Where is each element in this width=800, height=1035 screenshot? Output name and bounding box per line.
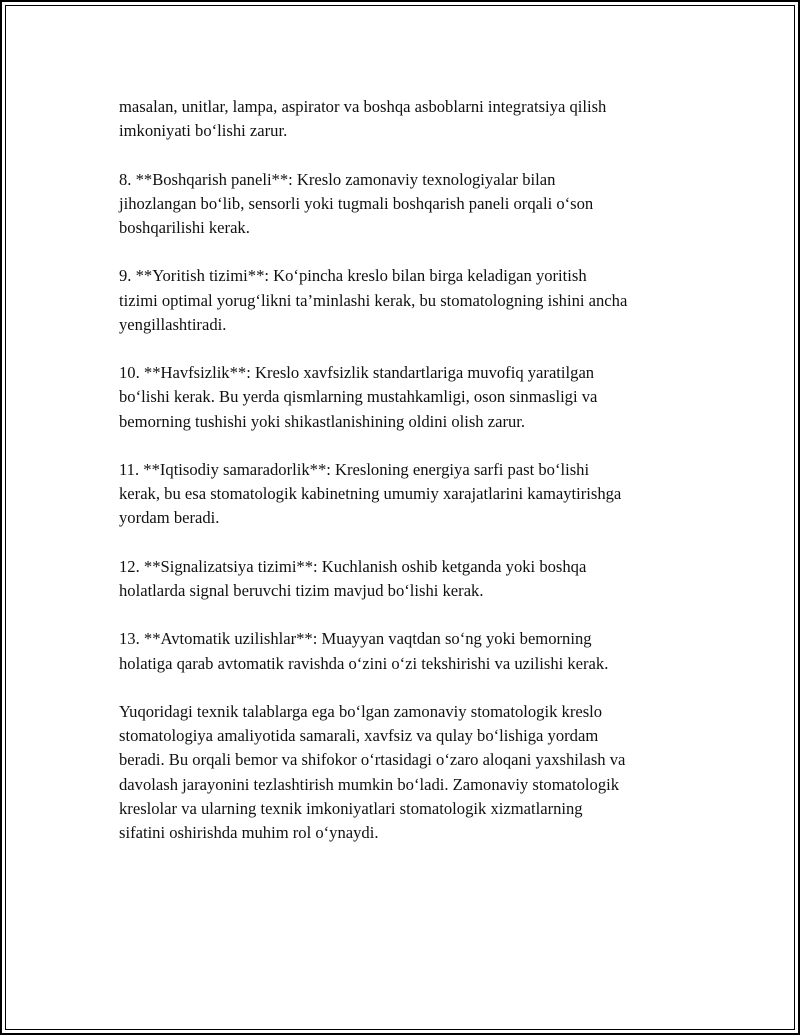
paragraph-item-10: 10. **Havfsizlik**: Kreslo xavfsizlik standartlariga muvofiq yaratilgan bo‘lishi kerak. Bu yerda qismlarning mustahkamligi, oson sinmasligi va bemorning tushishi yoki shikastlanishining oldini olish zarur.	[119, 363, 598, 431]
paragraph-continuation: masalan, unitlar, lampa, aspirator va boshqa asboblarni integratsiya qilish imkoniyati bo‘lishi zarur.	[119, 97, 607, 141]
document-body	[119, 95, 699, 869]
paragraph-item-9: 9. **Yoritish tizimi**: Ko‘pincha kreslo bilan birga keladigan yoritish tizimi optimal yorug‘likni ta’minlashi kerak, bu stomatologning ishini ancha yengillashtiradi.	[119, 266, 628, 334]
paragraph-conclusion: Yuqoridagi texnik talablarga ega bo‘lgan zamonaviy stomatologik kreslo stomatologiya amaliyotida samarali, xavfsiz va qulay bo‘lishiga yordam beradi. Bu orqali bemor va shifokor o‘rtasidagi o‘zaro aloqani yaxshilash va davolash jarayonini tezlashtirish mumkin bo‘ladi. Zamonaviy stomatologik kreslolar va ularning texnik imkoniyatlari stomatologik xizmatlarning sifatini oshirishda muhim rol o‘ynaydi.	[119, 701, 626, 842]
paragraph-item-13: 13. **Avtomatik uzilishlar**: Muayyan vaqtdan so‘ng yoki bemorning holatiga qarab avtomatik ravishda o‘zini o‘zi tekshirishi va uzilishi kerak.	[119, 629, 609, 673]
paragraph-item-12: 12. **Signalizatsiya tizimi**: Kuchlanish oshib ketganda yoki boshqa holatlarda signal beruvchi tizim mavjud bo‘lishi kerak.	[119, 556, 587, 600]
paragraph-item-8: 8. **Boshqarish paneli**: Kreslo zamonaviy texnologiyalar bilan jihozlangan bo‘lib, sensorli yoki tugmali boshqarish paneli orqali o‘son boshqarilishi kerak.	[119, 169, 594, 237]
paragraph-item-11: 11. **Iqtisodiy samaradorlik**: Kresloning energiya sarfi past bo‘lishi kerak, bu esa stomatologik kabinetning umumiy xarajatlarini kamaytirishga yordam beradi.	[119, 459, 622, 528]
